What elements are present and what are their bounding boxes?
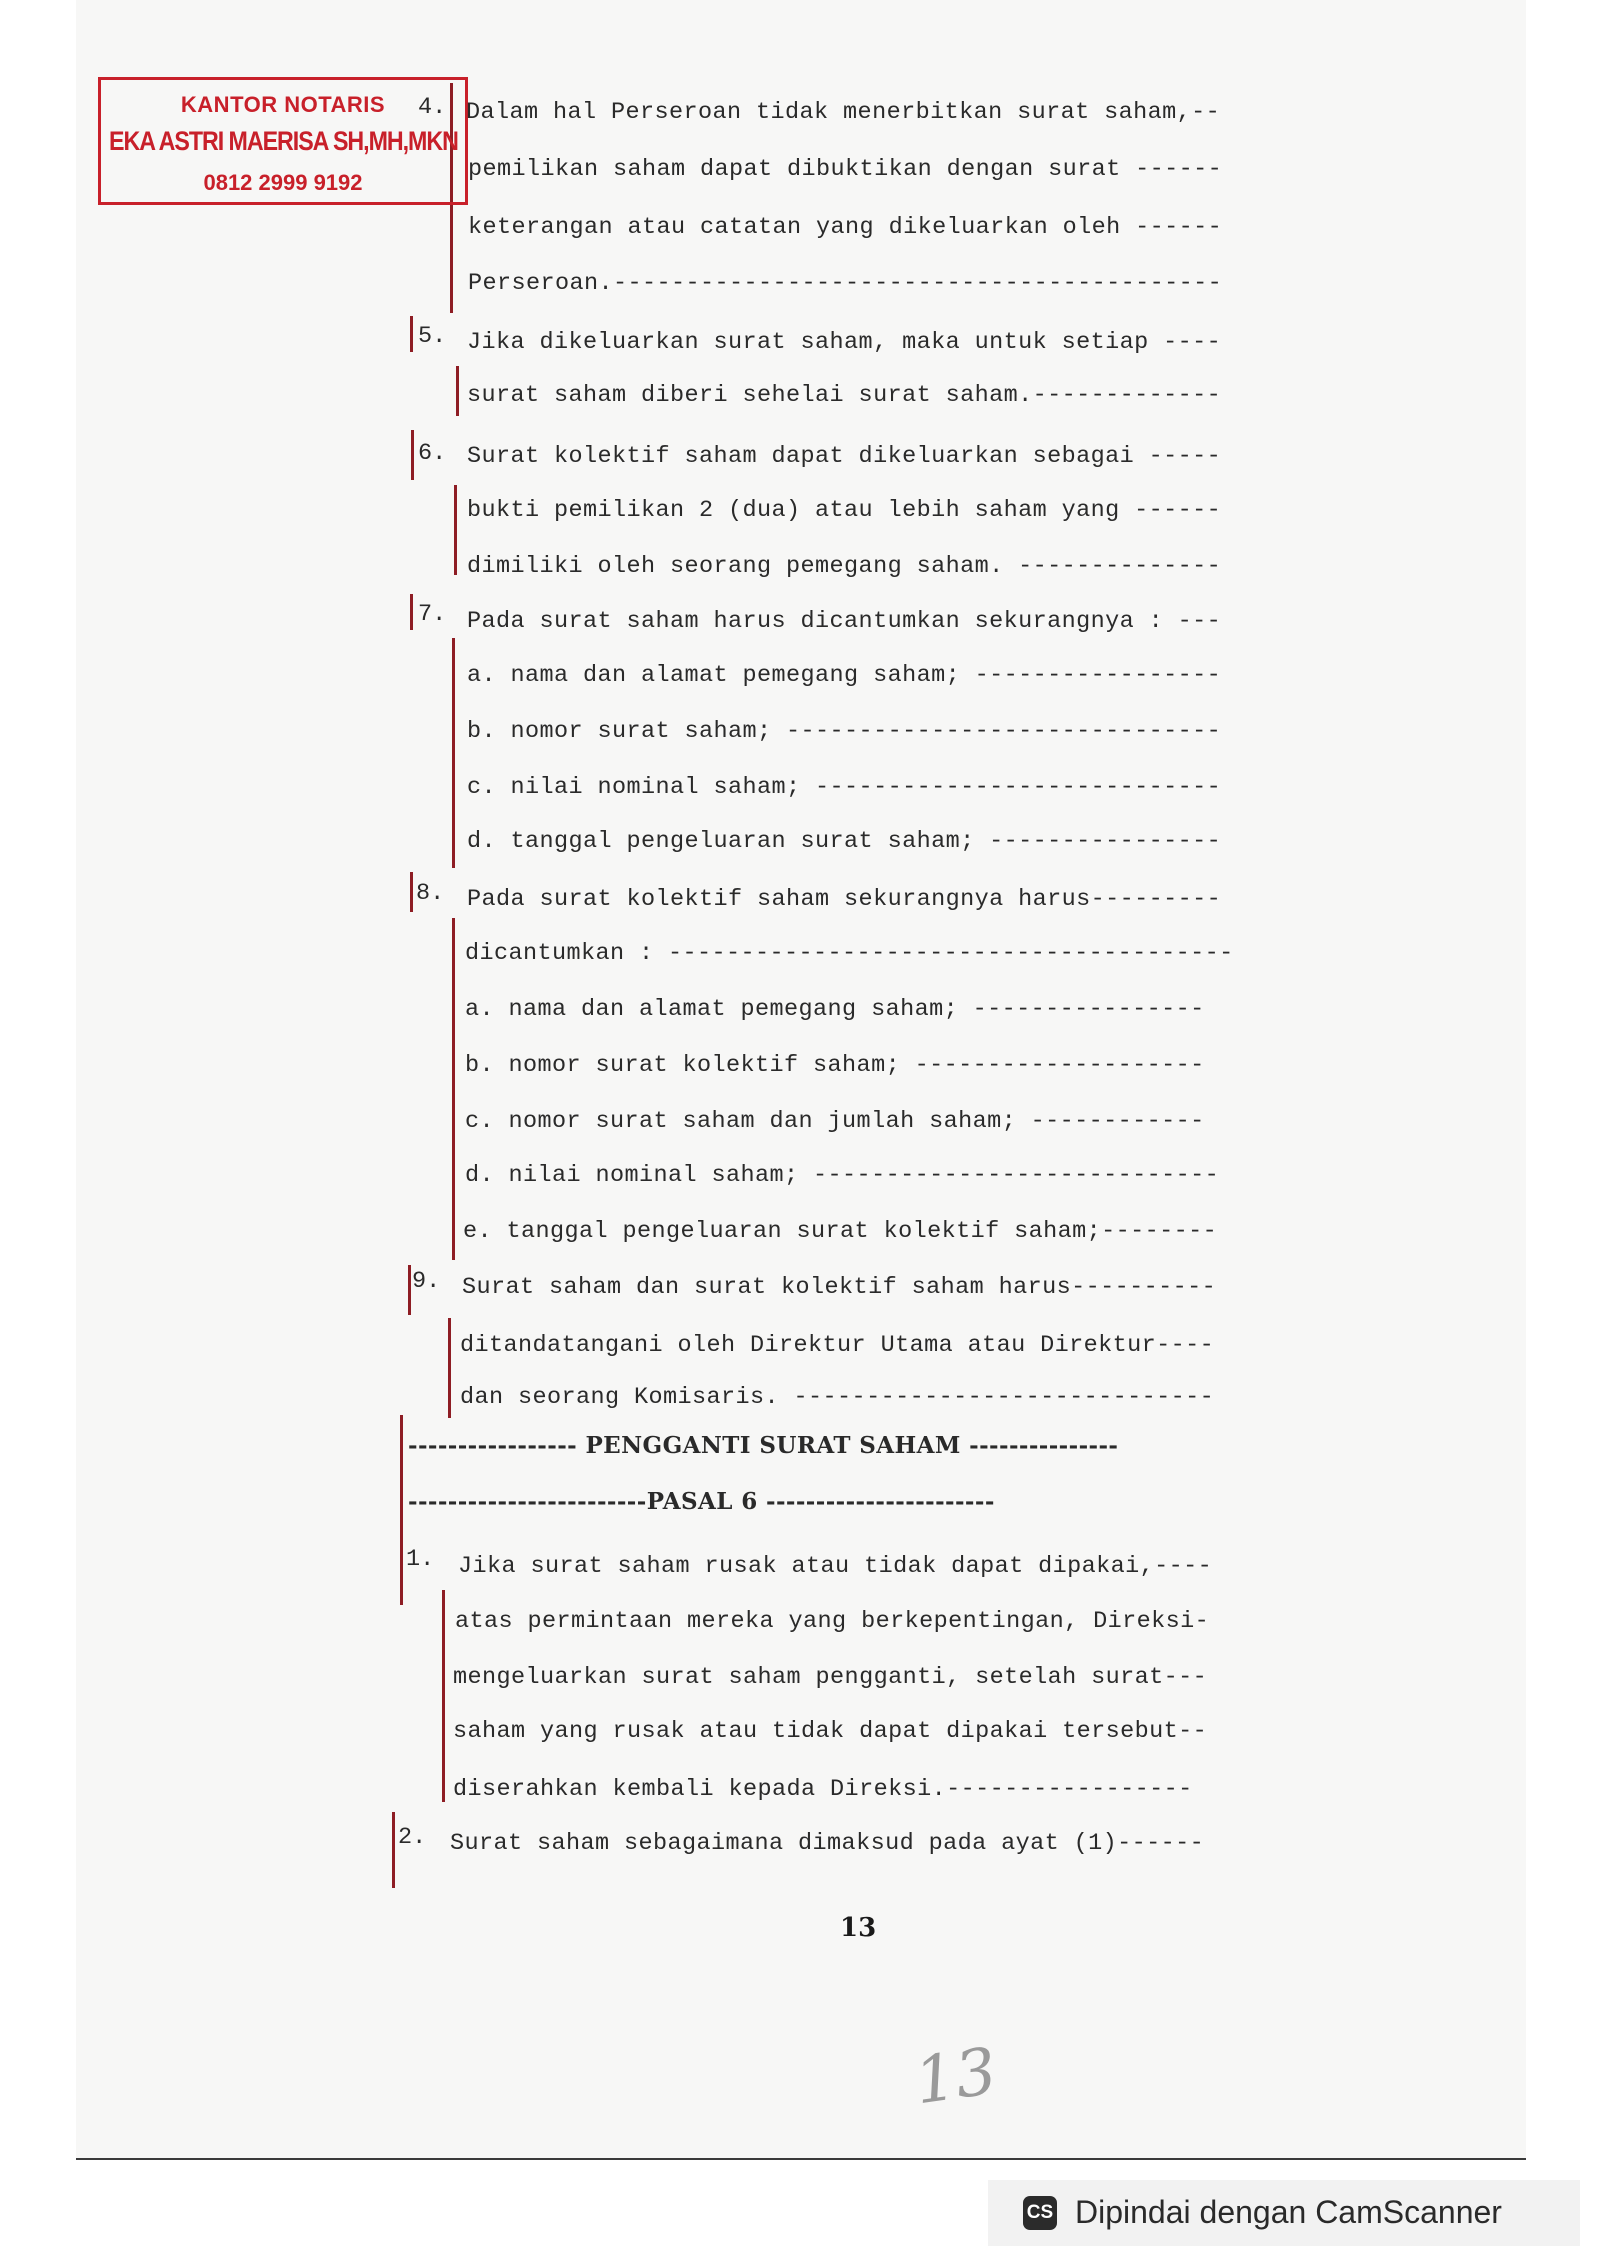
item-number: 8. bbox=[416, 880, 445, 907]
margin-bar bbox=[452, 638, 455, 868]
page-bottom-edge bbox=[76, 2158, 1526, 2160]
text-line: Jika surat saham rusak atau tidak dapat dipakai,---- bbox=[458, 1553, 1213, 1580]
text-line: Pada surat kolektif saham sekurangnya harus--------- bbox=[467, 886, 1222, 913]
margin-bar bbox=[456, 366, 459, 416]
text-line: ditandatangani oleh Direktur Utama atau Direktur---- bbox=[460, 1332, 1215, 1359]
text-line: d. nilai nominal saham; ---------------------------- bbox=[465, 1162, 1220, 1189]
text-line: Surat saham dan surat kolektif saham harus---------- bbox=[462, 1274, 1217, 1301]
camscanner-logo-icon: CS bbox=[1023, 2196, 1057, 2230]
text-line: c. nomor surat saham dan jumlah saham; ------------ bbox=[465, 1108, 1205, 1135]
section-heading: ----------------- PENGGANTI SURAT SAHAM --------------- bbox=[408, 1432, 1119, 1459]
text-line: e. tanggal pengeluaran surat kolektif saham;-------- bbox=[463, 1218, 1218, 1245]
article-heading: ------------------------PASAL 6 ----------------------- bbox=[408, 1488, 995, 1515]
notary-stamp bbox=[98, 77, 468, 205]
margin-bar bbox=[411, 430, 414, 480]
text-line: surat saham diberi sehelai surat saham.------------- bbox=[467, 382, 1222, 409]
item-number: 1. bbox=[406, 1546, 435, 1573]
text-line: pemilikan saham dapat dibuktikan dengan surat ------ bbox=[468, 156, 1223, 183]
margin-bar bbox=[410, 594, 413, 630]
stamp-phone: 0812 2999 9192 bbox=[203, 170, 363, 195]
scanner-watermark-text: Dipindai dengan CamScanner bbox=[1075, 2194, 1502, 2230]
margin-bar bbox=[392, 1812, 395, 1888]
text-line: bukti pemilikan 2 (dua) atau lebih saham yang ------ bbox=[467, 497, 1222, 524]
stamp-title: KANTOR NOTARIS bbox=[180, 92, 386, 117]
margin-bar bbox=[410, 316, 413, 352]
text-line: b. nomor surat saham; ------------------------------ bbox=[467, 718, 1222, 745]
text-line: dan seorang Komisaris. ----------------------------- bbox=[460, 1384, 1215, 1411]
page-number: 13 bbox=[840, 1913, 877, 1943]
text-line: dicantumkan : --------------------------------------- bbox=[465, 940, 1234, 967]
text-line: a. nama dan alamat pemegang saham; ---------------- bbox=[465, 996, 1205, 1023]
text-line: Perseroan.------------------------------------------ bbox=[468, 270, 1223, 297]
text-line: atas permintaan mereka yang berkepentingan, Direksi- bbox=[455, 1608, 1210, 1635]
margin-bar bbox=[452, 918, 455, 1260]
text-line: d. tanggal pengeluaran surat saham; ---------------- bbox=[467, 828, 1222, 855]
text-line: Surat saham sebagaimana dimaksud pada ayat (1)------ bbox=[450, 1830, 1205, 1857]
margin-bar bbox=[410, 872, 413, 912]
text-line: dimiliki oleh seorang pemegang saham. -------------- bbox=[467, 553, 1222, 580]
text-line: keterangan atau catatan yang dikeluarkan oleh ------ bbox=[468, 214, 1223, 241]
text-line: b. nomor surat kolektif saham; -------------------- bbox=[465, 1052, 1205, 1079]
item-number: 9. bbox=[412, 1268, 441, 1295]
stamp-name: EKA ASTRI MAERISA SH,MH,MKN bbox=[109, 126, 458, 156]
margin-bar bbox=[408, 1265, 411, 1315]
text-line: saham yang rusak atau tidak dapat dipakai tersebut-- bbox=[453, 1718, 1208, 1745]
text-line: Pada surat saham harus dicantumkan sekurangnya : --- bbox=[467, 608, 1222, 635]
margin-bar bbox=[442, 1590, 445, 1802]
text-line: Dalam hal Perseroan tidak menerbitkan surat saham,-- bbox=[466, 99, 1221, 126]
item-number: 2. bbox=[398, 1824, 427, 1851]
margin-bar bbox=[448, 1318, 451, 1418]
text-line: a. nama dan alamat pemegang saham; ----------------- bbox=[467, 662, 1222, 689]
text-line: diserahkan kembali kepada Direksi.----------------- bbox=[453, 1776, 1193, 1803]
item-number: 5. bbox=[418, 323, 447, 350]
text-line: Surat kolektif saham dapat dikeluarkan sebagai ----- bbox=[467, 443, 1222, 470]
margin-bar bbox=[400, 1415, 403, 1605]
text-line: Jika dikeluarkan surat saham, maka untuk setiap ---- bbox=[467, 329, 1222, 356]
item-number: 4. bbox=[418, 94, 447, 121]
handwritten-page-number: 13 bbox=[910, 2034, 1002, 2120]
margin-bar bbox=[454, 485, 457, 575]
text-line: c. nilai nominal saham; ---------------------------- bbox=[467, 774, 1222, 801]
item-number: 7. bbox=[418, 601, 447, 628]
item-number: 6. bbox=[418, 440, 447, 467]
text-line: mengeluarkan surat saham pengganti, setelah surat--- bbox=[453, 1664, 1208, 1691]
